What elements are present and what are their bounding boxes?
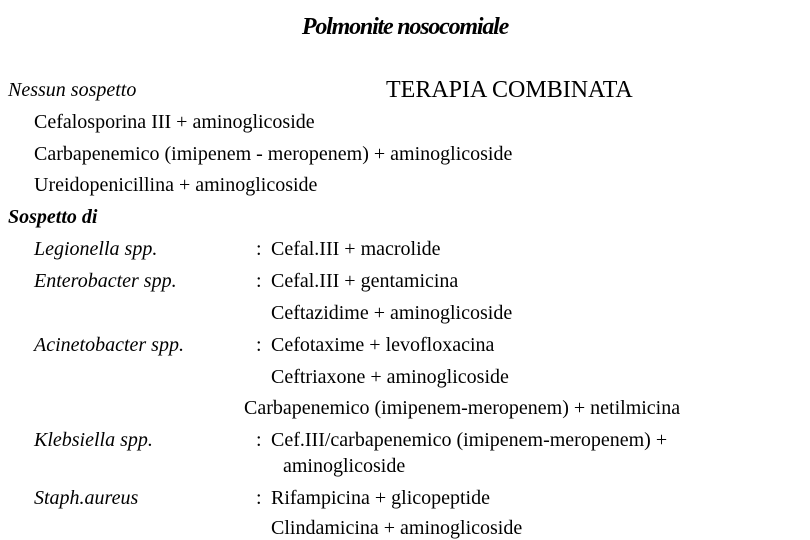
therapy: Cef.III/carbapenemico (imipenem-meropenem) + (271, 429, 668, 451)
pathogen-name: Staph.aureus (34, 487, 139, 509)
therapy: Carbapenemico (imipenem-meropenem) + netilmicina (244, 397, 681, 419)
combined-therapy-heading: TERAPIA COMBINATA (386, 77, 633, 103)
therapy: Ceftriaxone + aminoglicoside (271, 366, 509, 388)
suspect-label: Sospetto di (8, 206, 98, 228)
pathogen-name: Acinetobacter spp. (34, 334, 184, 356)
pathogen-name: Legionella spp. (34, 238, 158, 260)
therapy: Clindamicina + aminoglicoside (271, 517, 523, 539)
no-suspect-item: Cefalosporina III + aminoglicoside (34, 111, 315, 133)
therapy: Rifampicina + glicopeptide (271, 487, 490, 509)
separator: : (256, 334, 262, 356)
separator: : (256, 270, 262, 292)
separator: : (256, 429, 262, 451)
separator: : (256, 238, 262, 260)
no-suspect-label: Nessun sospetto (8, 79, 137, 101)
pathogen-name: Klebsiella spp. (34, 429, 153, 451)
therapy: Cefal.III + gentamicina (271, 270, 459, 292)
no-suspect-item: Ureidopenicillina + aminoglicoside (34, 174, 318, 196)
pathogen-name: Enterobacter spp. (34, 270, 177, 292)
separator: : (256, 487, 262, 509)
therapy: Cefotaxime + levofloxacina (271, 334, 495, 356)
therapy: Ceftazidime + aminoglicoside (271, 302, 513, 324)
page-title: Polmonite nosocomiale (301, 14, 509, 40)
no-suspect-item: Carbapenemico (imipenem - meropenem) + aminoglicoside (34, 143, 513, 165)
therapy: Cefal.III + macrolide (271, 238, 441, 260)
therapy: aminoglicoside (283, 455, 406, 477)
